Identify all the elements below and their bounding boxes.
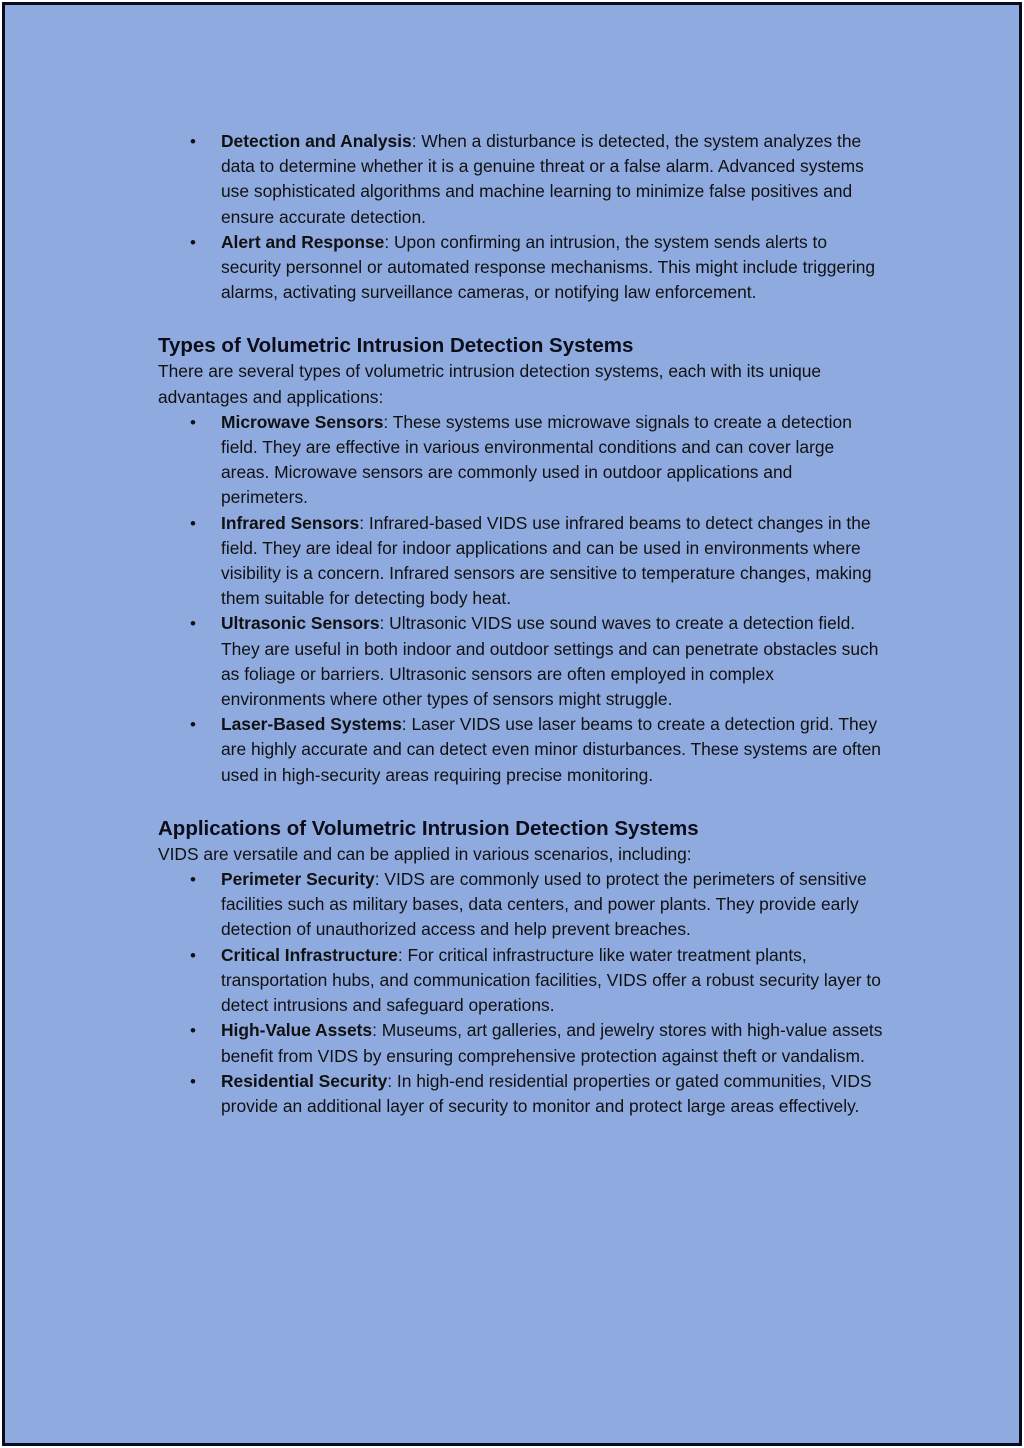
list-item [158,867,883,943]
document-page [2,2,1022,1446]
bullet-icon: • [190,412,196,432]
section-heading-applications: Applications of Volumetric Intrusion Detection Systems [158,816,699,840]
list-item [158,1069,883,1119]
bullet-icon: • [190,715,196,735]
list-item-text: : In high-end residential properties or gated communities, VIDS provide an additional layer of security to monitor and protect large areas effectively. [221,1070,872,1116]
bullet-icon: • [190,1071,196,1091]
list-item [158,410,883,511]
list-item [158,943,883,1019]
list-item [158,1018,883,1068]
bullet-icon: • [190,132,196,151]
section-intro-types: There are several types of volumetric intrusion detection systems, each with its unique advantages and applications: [158,361,822,407]
list-item-term: Detection and Analysis [221,131,412,151]
list-item-text: : These systems use microwave signals to create a detection field. They are effective in various environmental conditions and can cover large areas. Microwave sensors are commonly used in outdoor applications and perimeters. [221,411,852,508]
bullet-icon: • [190,232,196,252]
list-item [158,129,883,230]
list-item [158,230,883,306]
section-intro-applications: VIDS are versatile and can be applied in various scenarios, including: [158,843,692,864]
list-item-term: Perimeter Security [221,869,375,890]
list-item-term: Infrared Sensors [221,512,360,533]
bullet-icon: • [190,870,196,890]
list-item-text: : Upon confirming an intrusion, the system sends alerts to security personnel or automated response mechanisms. This might include triggering alarms, activating surveillance cameras, or notifying law enforcement. [221,231,876,303]
list-item-term: Critical Infrastructure [221,944,398,965]
list-item [158,611,883,712]
list-item-term: High-Value Assets [221,1020,373,1041]
bullet-list-applications [158,867,883,1119]
list-item-term: Alert and Response [221,231,385,252]
bullet-icon: • [190,945,196,965]
list-item-text: : Infrared-based VIDS use infrared beams to detect changes in the field. They are ideal for indoor applications and can be used in environments where visibility is a concern. Infrared sensors are sensitive to temperature changes, making them suitable for detecting body heat. [221,512,872,609]
section-heading-types: Types of Volumetric Intrusion Detection Systems [158,334,634,358]
list-item-term: Laser-Based Systems [221,714,402,735]
bullet-list-types [158,410,883,788]
list-item-text: : For critical infrastructure like water treatment plants, transportation hubs, and communication facilities, VIDS offer a robust security layer to detect intrusions and safeguard operations. [221,944,881,1016]
document-content [158,129,883,1119]
bullet-icon: • [190,614,196,634]
list-item-text: : When a disturbance is detected, the system analyzes the data to determine whether it is a genuine threat or a false alarm. Advanced systems use sophisticated algorithms and machine learning to minimize false positives and ensure accurate detection. [221,131,864,227]
list-item-term: Microwave Sensors [221,411,384,432]
bullet-list-process-steps [158,129,883,305]
list-item [158,712,883,788]
list-item-term: Ultrasonic Sensors [221,613,380,634]
list-item-text: : Laser VIDS use laser beams to create a detection grid. They are highly accurate and can detect even minor disturbances. These systems are often used in high-security areas requiring precise monitoring. [221,714,881,785]
list-item [158,511,883,612]
bullet-icon: • [190,513,196,533]
list-item-text: : Ultrasonic VIDS use sound waves to create a detection field. They are useful in both indoor and outdoor settings and can penetrate obstacles such as foliage or barriers. Ultrasonic sensors are often employed in complex environments where other types of sensors might struggle. [221,613,879,710]
list-item-text: : VIDS are commonly used to protect the perimeters of sensitive facilities such as military bases, data centers, and power plants. They provide early detection of unauthorized access and help prevent breaches. [221,869,867,940]
list-item-term: Residential Security [221,1070,388,1091]
bullet-icon: • [190,1021,196,1041]
list-item-text: : Museums, art galleries, and jewelry stores with high-value assets benefit from VIDS by ensuring comprehensive protection against theft or vandalism. [221,1020,883,1066]
